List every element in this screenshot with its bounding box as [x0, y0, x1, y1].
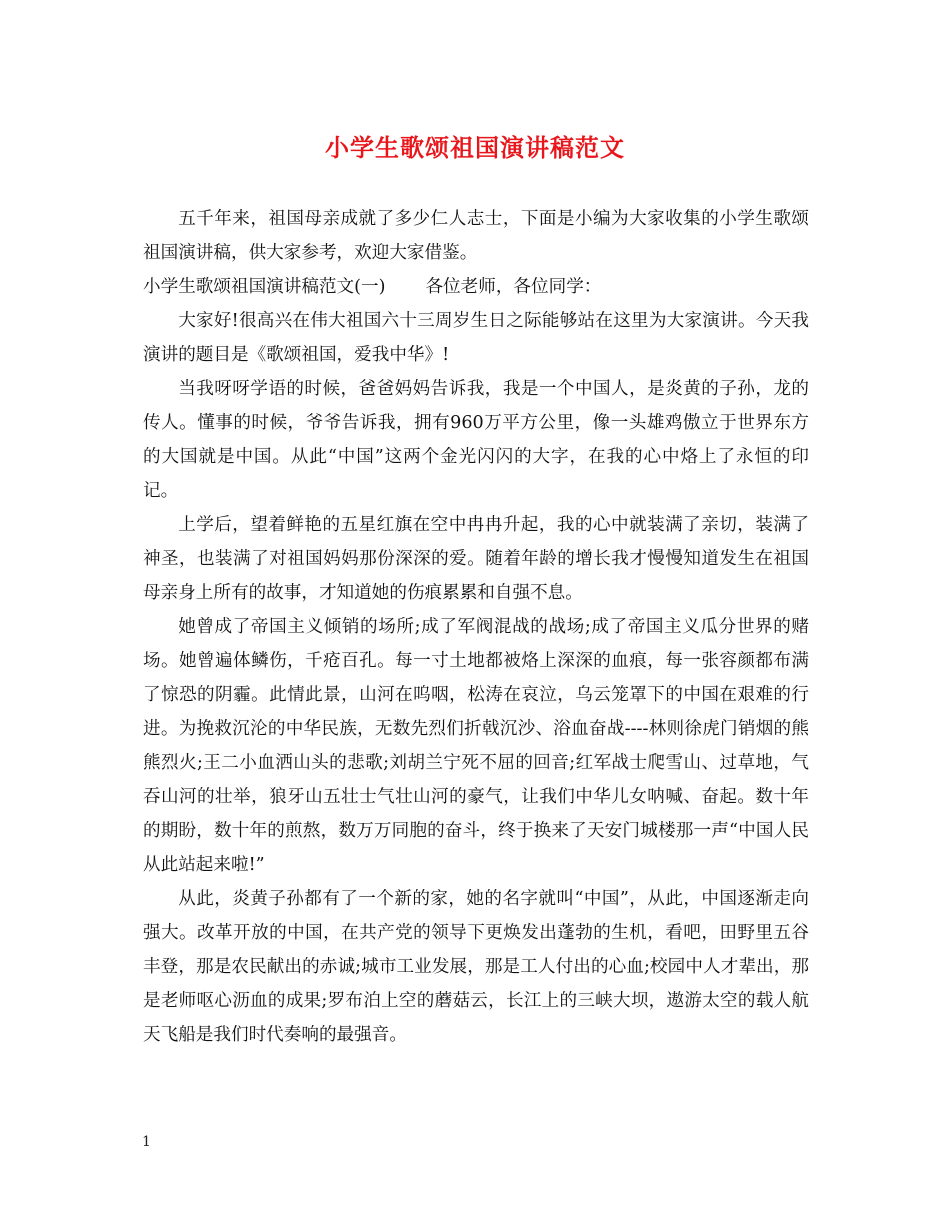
section-heading: 小学生歌颂祖国演讲稿范文(一)	[143, 277, 386, 297]
document-title: 小学生歌颂祖国演讲稿范文	[325, 133, 625, 162]
salutation: 各位老师，各位同学：	[425, 277, 602, 297]
body-paragraph: 从此，炎黄子孙都有了一个新的家，她的名字就叫“中国”，从此，中国逐渐走向强大。改革开放的中国，在共产党的领导下更焕发出蓬勃的生机，看吧，田野里五谷丰登，那是农民献出的赤诚;城市工业发展，那是工人付出的心血;校园中人才辈出，那是老师呕心沥血的成果;罗布泊上空的蘑菇云，长江上的三峡大坝，遨游太空的载人航天飞船是我们时代奏响的最强音。	[143, 889, 809, 1045]
section-heading-line	[143, 270, 809, 304]
body-paragraph: 大家好!很高兴在伟大祖国六十三周岁生日之际能够站在这里为大家演讲。今天我演讲的题目是《歌颂祖国，爱我中华》!	[143, 311, 809, 365]
document-body	[143, 202, 809, 1052]
body-paragraph: 她曾成了帝国主义倾销的场所;成了军阀混战的战场;成了帝国主义瓜分世界的赌场。她曾遍体鳞伤，千疮百孔。每一寸土地都被烙上深深的血痕，每一张容颜都布满了惊恐的阴霾。此情此景，山河在呜咽，松涛在哀泣，乌云笼罩下的中国在艰难的行进。为挽救沉沦的中华民族，无数先烈们折戟沉沙、浴血奋战----林则徐虎门销烟的熊熊烈火;王二小血洒山头的悲歌;刘胡兰宁死不屈的回音;红军战士爬雪山、过草地，气吞山河的壮举，狼牙山五壮士气壮山河的豪气，让我们中华儿女呐喊、奋起。数十年的期盼，数十年的煎熬，数万万同胞的奋斗，终于换来了天安门城楼那一声“中国人民从此站起来啦!”	[143, 617, 809, 875]
page-number: 1	[142, 1134, 151, 1150]
body-paragraph: 上学后，望着鲜艳的五星红旗在空中冉冉升起，我的心中就装满了亲切，装满了神圣，也装满了对祖国妈妈那份深深的爱。随着年龄的增长我才慢慢知道发生在祖国母亲身上所有的故事，才知道她的伤痕累累和自强不息。	[143, 515, 809, 603]
body-paragraph: 当我呀呀学语的时候，爸爸妈妈告诉我，我是一个中国人，是炎黄的子孙，龙的传人。懂事的时候，爷爷告诉我，拥有960万平方公里，像一头雄鸡傲立于世界东方的大国就是中国。从此“中国”这两个金光闪闪的大字，在我的心中烙上了永恒的印记。	[143, 379, 809, 501]
intro-paragraph: 五千年来，祖国母亲成就了多少仁人志士，下面是小编为大家收集的小学生歌颂祖国演讲稿，供大家参考，欢迎大家借鉴。	[143, 209, 809, 263]
